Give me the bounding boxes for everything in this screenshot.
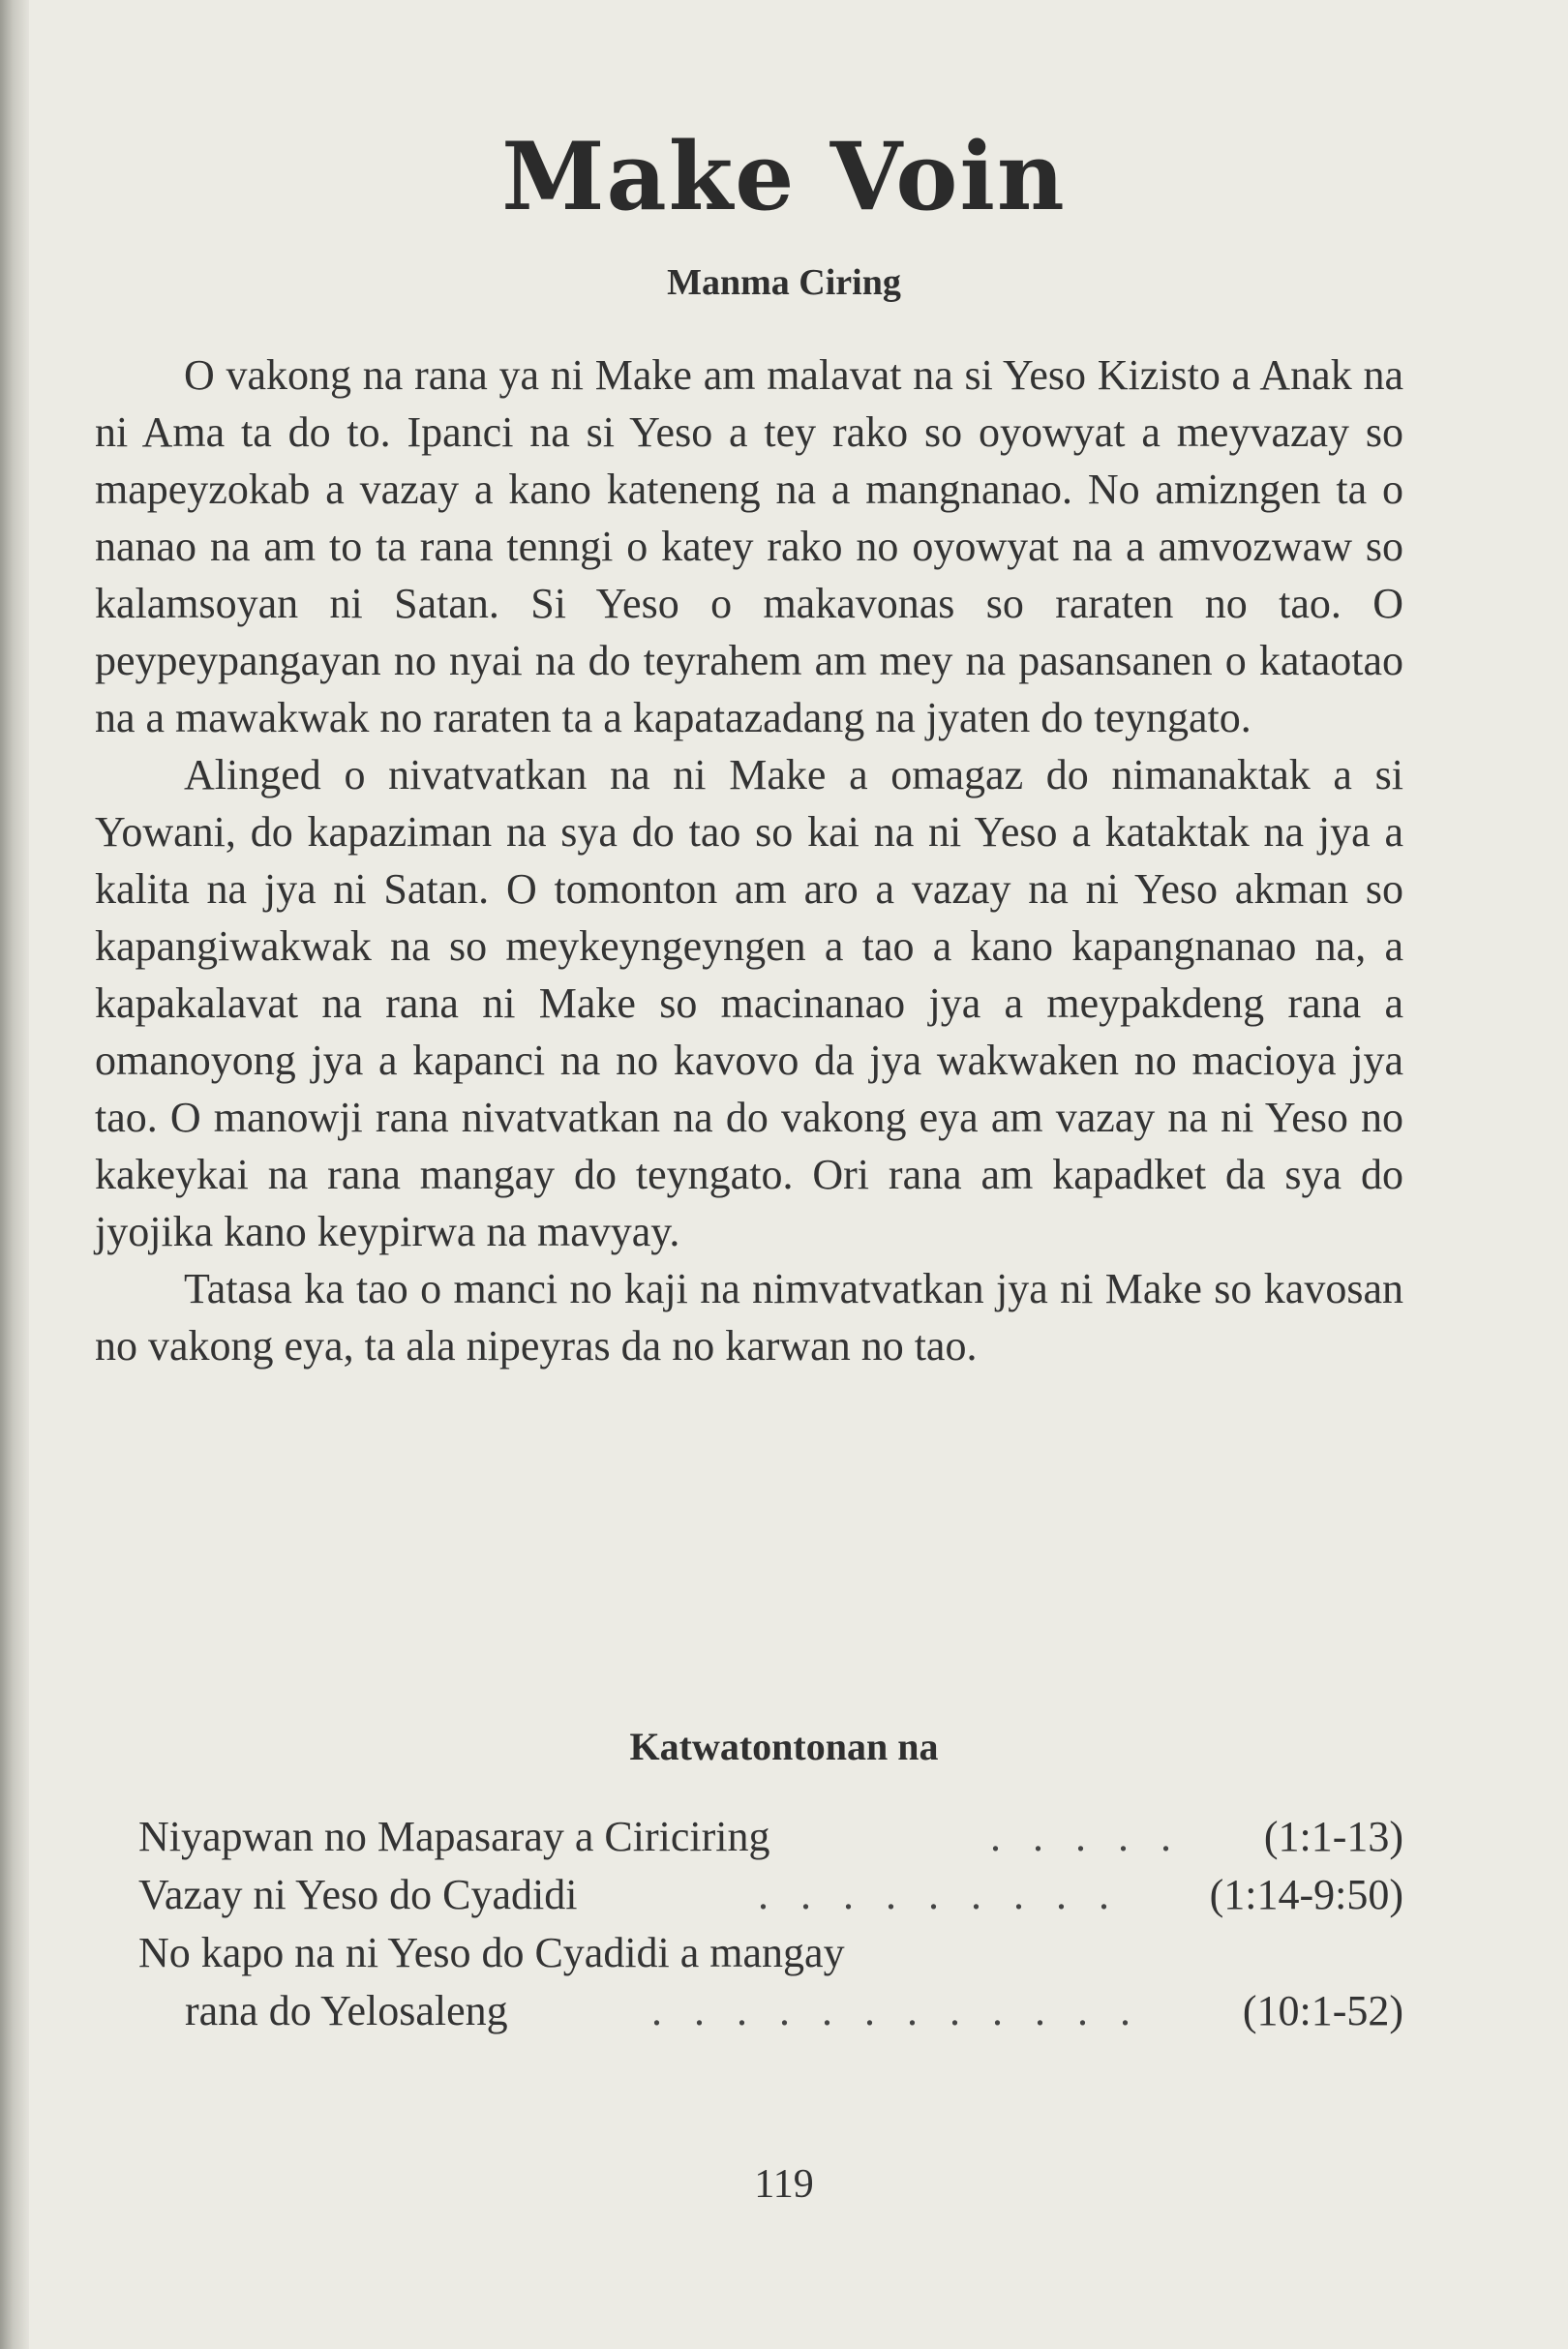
- outline-heading: Katwatontonan na: [629, 1725, 939, 1768]
- dot-leader: . . . . . . . . . . . .: [651, 1987, 1141, 2034]
- outline-entry-ref: (1:1-13): [1256, 1808, 1403, 1866]
- outline-entry-ref: (1:14-9:50): [1202, 1866, 1403, 1924]
- paragraph: O vakong na rana ya ni Make am malavat na si Yeso Kizisto a Anak na ni Ama ta do to. Ipanci na si Yeso a tey rako so oyowyat a meyvazay so mapeyzokab a vazay a kano kateneng na a mangnanao. No amizngen ta o nanao na am to ta rana tenngi o katey rako no oyowyat na a amvozwaw so kalamsoyan ni Satan. Si Yeso o makavonas so raraten no tao. O peypeypangayan no nyai na do teyrahem am mey na pasansanen o kataotao na a mawakwak no raraten ta a kapatazadang na jyaten do teyngato.: [95, 351, 1403, 741]
- dot-leader: . . . . . . . . .: [758, 1871, 1120, 1918]
- outline-entry: [138, 1866, 1403, 1924]
- outline-entry: [138, 1808, 1403, 1866]
- outline-entry-label: Vazay ni Yeso do Cyadidi: [138, 1871, 578, 1918]
- book-title: Make Voin: [501, 122, 1067, 231]
- paragraph: Alinged o nivatvatkan na ni Make a omagaz do nimanaktak a si Yowani, do kapaziman na sya do tao so kai na ni Yeso a kataktak na jya a kalita na jya ni Satan. O tomonton am aro a vazay na ni Yeso akman so kapangiwakwak na so meykeyngeyngen a tao a kano kapangnanao na, a kapakalavat na rana ni Make so macinanao jya a meypakdeng rana a omanoyong jya a kapanci na no kavovo da jya wakwaken no macioya jya tao. O manowji rana nivatvatkan na do vakong eya am vazay na ni Yeso no kakeykai na rana mangay do teyngato. Ori rana am kapadket da sya do jyojika kano keypirwa na mavyay.: [95, 751, 1403, 1255]
- outline-entry-ref: (10:1-52): [1235, 1982, 1403, 2040]
- page-number: 119: [754, 2162, 814, 2207]
- outline-entry: [138, 1982, 1403, 2040]
- outline-entry: [138, 1924, 1403, 1982]
- introduction-text: [95, 346, 1403, 1374]
- outline-list: [138, 1808, 1403, 2040]
- dot-leader: . . . . .: [990, 1813, 1182, 1860]
- outline-entry-label: rana do Yelosaleng: [185, 1987, 508, 2034]
- outline-entry-label: Niyapwan no Mapasaray a Ciriciring: [138, 1813, 770, 1860]
- outline-entry-label: No kapo na ni Yeso do Cyadidi a mangay: [138, 1929, 845, 1976]
- section-subtitle: Manma Ciring: [667, 262, 901, 303]
- paragraph: Tatasa ka tao o manci no kaji na nimvatvatkan jya ni Make so kavosan no vakong eya, ta ala nipeyras da no karwan no tao.: [95, 1265, 1403, 1370]
